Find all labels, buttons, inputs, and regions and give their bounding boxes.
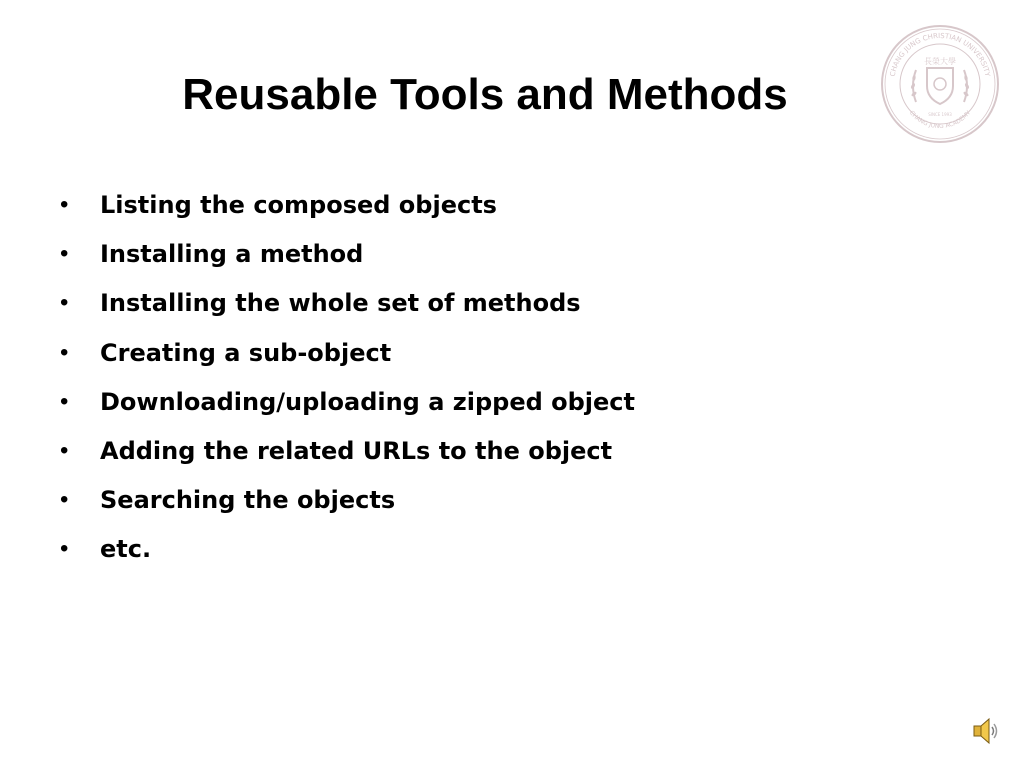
svg-text:長榮大學: 長榮大學 (924, 57, 956, 66)
bullet-dot: • (60, 289, 69, 317)
list-item (60, 234, 635, 283)
bullet-dot: • (60, 191, 69, 218)
list-item (60, 283, 635, 332)
bullet-text: Adding the related URLs to the object (100, 436, 613, 465)
bullet-text: Creating a sub-object (100, 338, 392, 367)
bullet-dot: • (60, 535, 69, 563)
bullet-dot: • (60, 338, 69, 366)
slide-title: Reusable Tools and Methods (182, 70, 788, 119)
bullet-dot: • (60, 436, 69, 464)
bullet-text: etc. (100, 535, 152, 564)
bullet-dot: • (60, 387, 69, 415)
university-seal-icon (880, 24, 1000, 144)
list-item (60, 529, 635, 578)
list-item (60, 185, 635, 234)
speaker-icon[interactable] (972, 716, 1000, 746)
bullet-dot: • (60, 486, 69, 514)
bullet-list (60, 185, 635, 579)
list-item (60, 431, 635, 480)
bullet-dot: • (60, 240, 69, 268)
list-item (60, 480, 635, 529)
bullet-text: Downloading/uploading a zipped object (100, 387, 636, 416)
bullet-text: Installing the whole set of methods (100, 289, 581, 318)
bullet-text: Installing a method (100, 240, 364, 269)
bullet-text: Searching the objects (100, 486, 396, 515)
bullet-text: Listing the composed objects (100, 191, 497, 219)
list-item (60, 382, 635, 431)
svg-text:CHANG JUNG CHRISTIAN UNIVERSIT: CHANG JUNG CHRISTIAN UNIVERSITY (888, 31, 992, 78)
svg-text:SINCE 1993: SINCE 1993 (928, 112, 952, 117)
list-item (60, 333, 635, 382)
svg-text:CHANG JUNG ACADEMY: CHANG JUNG ACADEMY (907, 109, 973, 131)
